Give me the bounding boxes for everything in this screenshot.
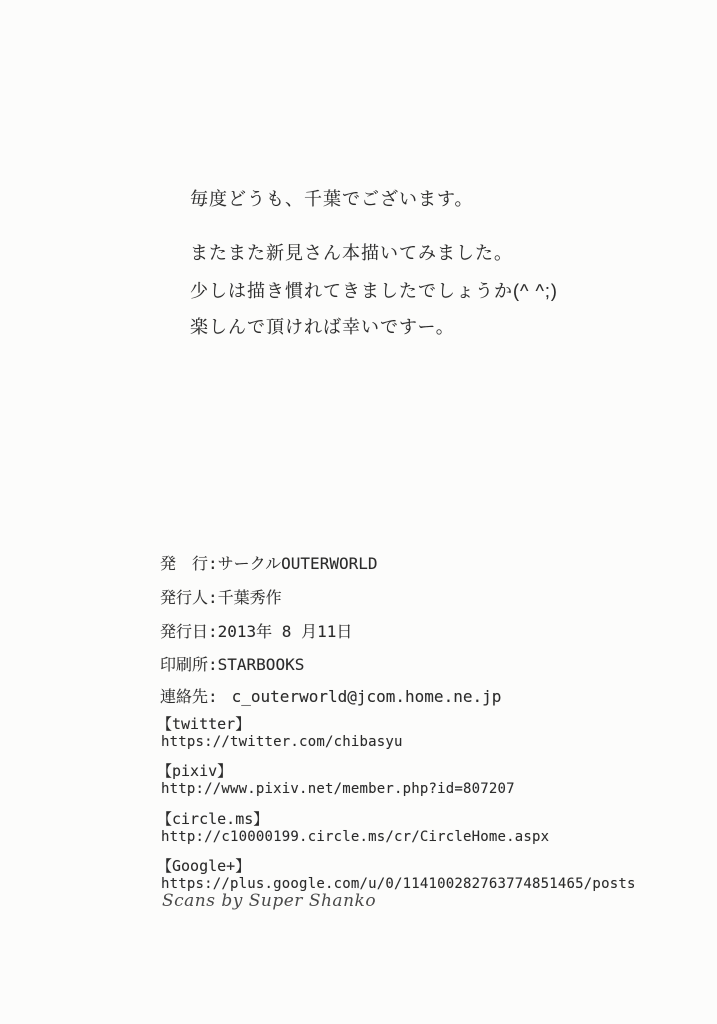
printer-value: STARBOOKS: [217, 655, 305, 674]
greeting-line-1: 毎度どうも、千葉でございます。: [190, 189, 474, 209]
twitter-heading: 【twitter】: [157, 715, 251, 733]
circle-ms-heading: 【circle.ms】: [157, 810, 269, 828]
link-group-circle-ms: [157, 810, 549, 846]
contact-label: 連絡先:: [160, 687, 218, 706]
publisher-value: サークルOUTERWORLD: [217, 554, 378, 573]
contact-email: c_outerworld@jcom.home.ne.jp: [231, 687, 502, 706]
colophon-row-issuer: [160, 588, 282, 607]
scan-credit: Scans by Super Shanko: [162, 891, 377, 911]
twitter-url: https://twitter.com/chibasyu: [161, 734, 403, 750]
printer-label: 印刷所:: [160, 655, 218, 674]
publisher-label: 発 行:: [160, 554, 218, 573]
pixiv-url: http://www.pixiv.net/member.php?id=807207: [161, 781, 515, 797]
pixiv-heading: 【pixiv】: [157, 762, 233, 780]
issuer-value: 千葉秀作: [217, 588, 282, 607]
colophon-row-publisher: [160, 554, 378, 573]
google-plus-url: https://plus.google.com/u/0/114100282763774851465/posts: [161, 876, 636, 892]
issue-date-label: 発行日:: [160, 622, 218, 641]
greeting-line-3: 少しは描き慣れてきましたでしょうか(^ ^;): [190, 281, 558, 301]
google-plus-heading: 【Google+】: [157, 857, 251, 875]
colophon-row-printer: [160, 655, 304, 674]
issuer-label: 発行人:: [160, 588, 218, 607]
greeting-line-2: またまた新見さん本描いてみました。: [190, 243, 513, 263]
issue-date-value: 2013年 8 月11日: [217, 622, 353, 641]
colophon-row-issue-date: [160, 622, 352, 641]
link-group-pixiv: [157, 762, 515, 798]
link-group-twitter: [157, 715, 403, 751]
circle-ms-url: http://c10000199.circle.ms/cr/CircleHome.aspx: [161, 829, 550, 845]
colophon-row-contact: [160, 687, 501, 706]
greeting-line-4: 楽しんで頂ければ幸いですー。: [190, 317, 455, 337]
link-group-google-plus: [157, 857, 636, 893]
